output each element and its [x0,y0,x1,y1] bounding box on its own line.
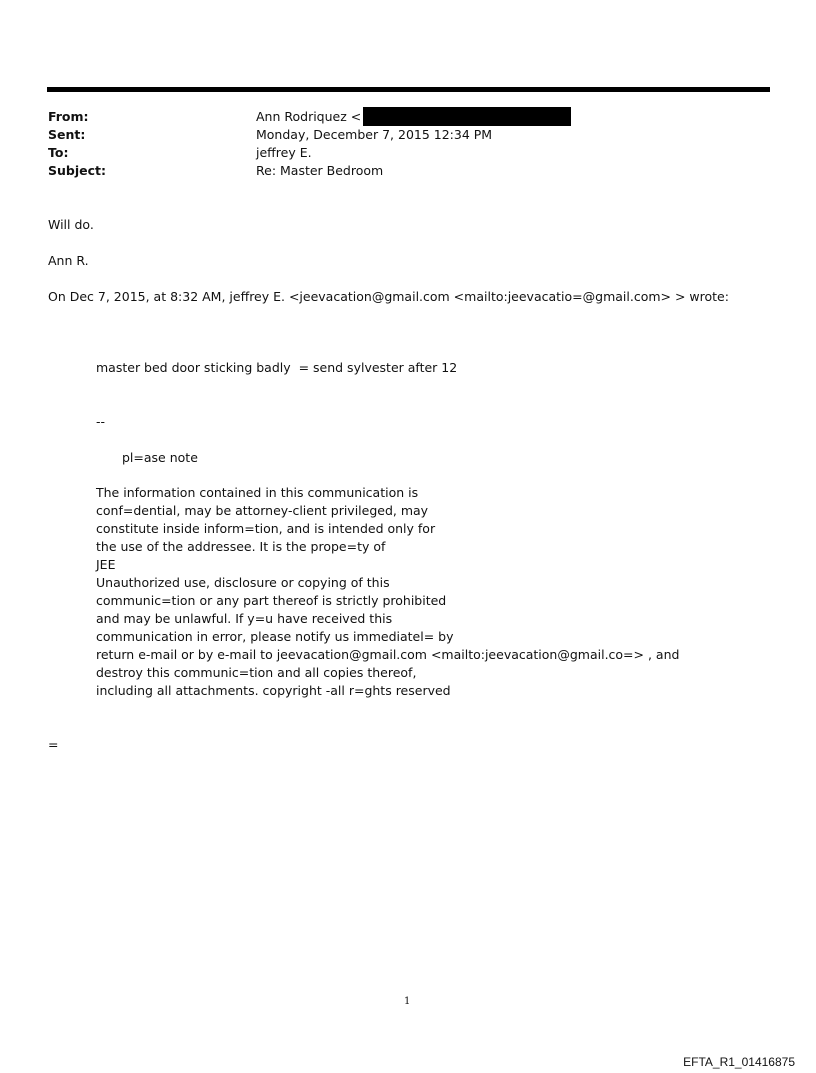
disclaimer-line: communic=tion or any part thereof is strictly prohibited [96,593,447,608]
to-label: To: [48,145,69,160]
signature-text: Ann R. [48,253,89,268]
sent-value: Monday, December 7, 2015 12:34 PM [256,127,493,142]
disclaimer-line: conf=dential, may be attorney-client privileged, may [96,503,429,518]
disclaimer-line: including all attachments. copyright -all r=ghts reserved [96,683,451,698]
bates-number: EFTA_R1_01416875 [683,1055,795,1069]
quoted-message: master bed door sticking badly = send sylvester after 12 [96,360,458,375]
from-value [256,108,571,127]
note-text: pl=ase note [122,450,198,465]
disclaimer-block [96,484,679,700]
from-name: Ann Rodriquez < [256,109,362,124]
reply-text: Will do. [48,217,94,232]
redaction-box [363,107,571,126]
disclaimer-line: and may be unlawful. If y=u have received this [96,611,393,626]
disclaimer-line: destroy this communic=tion and all copies thereof, [96,665,417,680]
to-value: jeffrey E. [256,145,312,160]
disclaimer-line: communication in error, please notify us immediatel= by [96,629,454,644]
from-label: From: [48,109,89,124]
trailing-equals: = [48,737,59,752]
page-number: 1 [404,996,411,1007]
sent-label: Sent: [48,127,86,142]
quote-intro: On Dec 7, 2015, at 8:32 AM, jeffrey E. <jeevacation@gmail.com <mailto:jeevacatio=@gmail.com> > wrote: [48,289,729,304]
header-rule [47,87,770,92]
disclaimer-line: the use of the addressee. It is the prope=ty of [96,539,386,554]
disclaimer-line: Unauthorized use, disclosure or copying of this [96,575,390,590]
disclaimer-line: return e-mail or by e-mail to jeevacation@gmail.com <mailto:jeevacation@gmail.co=> , and [96,647,680,662]
subject-label: Subject: [48,163,106,178]
disclaimer-line: The information contained in this communication is [96,485,419,500]
disclaimer-line: JEE [96,557,116,572]
signature-separator: -- [96,414,106,429]
disclaimer-line: constitute inside inform=tion, and is intended only for [96,521,436,536]
subject-value: Re: Master Bedroom [256,163,384,178]
